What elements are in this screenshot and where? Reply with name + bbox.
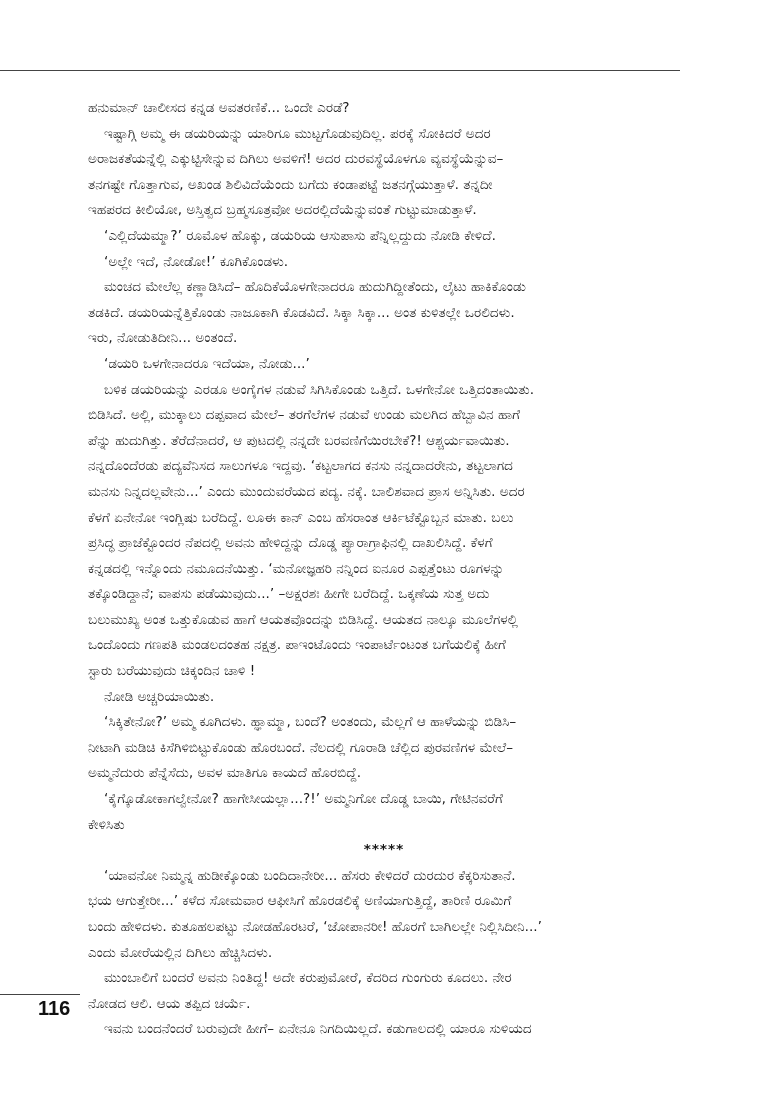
text-line: ಭಯ ಆಗುತ್ತೇರೀ...’ ಕಳೆದ ಸೋಮವಾರ ಆಫೀಸಿಗೆ ಹೊರಡಲಿಕ್ಕೆ ಅಣಿಯಾಗುತ್ತಿದ್ದೆ, ತಾರಿಣಿ ರೂಮಿಗೆ xyxy=(88,893,512,910)
text-line: ಬಿಡಿಸಿದೆ. ಅಲ್ಲಿ, ಮುಕ್ಕಾಲು ದಪ್ಪವಾದ ಮೇಲೆ– ತರಗೆಲೆಗಳ ನಡುವೆ ಉಂಡು ಮಲಗಿದ ಹೆಬ್ಬಾವಿನ ಹಾಗೆ xyxy=(88,407,521,424)
footer-rule xyxy=(0,994,80,995)
text-line: ನೀಟಾಗಿ ಮಡಿಚಿ ಕಿಸೆಗಿಳಿಬಿಟ್ಟುಕೊಂಡು ಹೊರಬಂದೆ. ನೆಲದಲ್ಲಿ ಗೂರಾಡಿ ಚೆಲ್ಲಿದ ಪುರವಣಿಗಳ ಮೇಲೆ– xyxy=(88,739,514,756)
text-line: ಬಂದು ಹೇಳಿದಳು. ಕುತೂಹಲಪಟ್ಟು ನೋಡಹೊರಟರೆ, ‘ಜೋಪಾನರೀ! ಹೊರಗೆ ಬಾಗಿಲಲ್ಲೇ ನಿಲ್ಲಿಸಿದೀನಿ...’ xyxy=(88,919,542,935)
text-line: ಕೆಳಗೆ ಏನೇನೋ ಇಂಗ್ಲಿಷು ಬರೆದಿದ್ದೆ. ಲೂಈ ಕಾನ್ ಎಂಬ ಹೆಸರಾಂತ ಆರ್ಕಿಟೆಕ್ಟೊಬ್ಬನ ಮಾತು. ಬಲು xyxy=(88,509,514,526)
text-line: ಇವನು ಬಂದನೆಂದರೆ ಬರುವುದೇ ಹೀಗೆ– ಏನೇನೂ ನಿಗದಿಯಿಲ್ಲದೆ. ಕಡುಗಾಲದಲ್ಲಿ ಯಾರೂ ಸುಳಿಯದ xyxy=(104,1021,532,1038)
text-line: ಅಮ್ಮನೆದುರು ಪೆನ್ನೆಸೆದು, ಅವಳ ಮಾತಿಗೂ ಕಾಯದೆ ಹೊರಬಿದ್ದೆ. xyxy=(88,765,362,782)
text-line: ತಕ್ಕೊಂಡಿದ್ದಾನೆ; ವಾಪಸು ಪಡೆಯುವುದು...’ –ಅಕ್ಷರಶಃ ಹೀಗೇ ಬರೆದಿದ್ದೆ. ಒಕ್ಕಣೆಯ ಸುತ್ತ ಅದು xyxy=(88,586,490,603)
text-line: ‘ಸಿಕ್ಕಿತೇನೋ?’ ಅಮ್ಮ ಕೂಗಿದಳು. ಹ್ಞಾಮ್ಮಾ, ಬಂದೆ? ಅಂತಂದು, ಮೆಲ್ಲಗೆ ಆ ಹಾಳೆಯನ್ನು ಬಿಡಿಸಿ– xyxy=(104,714,517,731)
text-line: ‘ಎಲ್ಲಿದೆಯಮ್ಮಾ?’ ರೂಮೊಳ ಹೊಕ್ಕು, ಡಯರಿಯ ಆಸುಪಾಸು ಪೆನ್ನಿಲ್ಲದ್ದುದು ನೋಡಿ ಕೇಳಿದೆ. xyxy=(104,227,496,244)
text-line: ‘ಯಾವನೋ ನಿಮ್ಮನ್ನ ಹುಡೀಕ್ಕೊಂಡು ಬಂದಿದಾನೇರೀ... ಹೆಸರು ಕೇಳಿದರೆ ದುರದುರ ಕೆಕ್ಕರಿಸುತಾನೆ. xyxy=(104,867,516,884)
text-line: ತನಗಷ್ಟೇ ಗೊತ್ತಾಗುವ, ಅಖಂಡ ಶಿಲಿವಿದೆಯೆಂದು ಬಗೆದು ಕಂಡಾಪಟ್ಟೆ ಜತನಗ್ಗೆಯುತ್ತಾಳೆ. ತನ್ನದೀ xyxy=(88,176,493,193)
section-separator: ***** xyxy=(363,842,405,859)
page-body xyxy=(88,96,680,1043)
text-line: ‘ಕೈಗ್ಕೊಡೋಕಾಗಲ್ವೇನೋ? ಹಾಗೇಸೀಯಲ್ಲಾ...?!’ ಅಮ್ಮನಿಗೋ ದೊಡ್ಡ ಬಾಯಿ, ಗೇಟಿನವರೆಗೆ xyxy=(104,791,503,808)
text-line: ತಡಕಿದೆ. ಡಯರಿಯನ್ನೆತ್ತಿಕೊಂಡು ನಾಜೂಕಾಗಿ ಕೊಡವಿದೆ. ಸಿಕ್ಕಾ ಸಿಕ್ಕಾ... ಅಂತ ಕುಳಿತಲ್ಲೇ ಒರಲಿದಳು. xyxy=(88,304,515,321)
text-line: ಇರು, ನೋಡುತಿದೀನಿ... ಅಂತಂದೆ. xyxy=(88,330,238,347)
text-line: ಒಂದೊಂದು ಗಣಪತಿ ಮಂಡಲದಂತಹ ನಕ್ಷತ್ರ. ಪಾಇಂಟೊಂದು ಇಂಪಾರ್ಟೆಂಟಂತ ಬಗೆಯಲಿಕ್ಕೆ ಹೀಗೆ xyxy=(88,637,506,654)
text-line: ಪೆನ್ನು ಹುದುಗಿತ್ತು. ತೆರೆದೆನಾದರೆ, ಆ ಪುಟದಲ್ಲಿ ನನ್ನದೇ ಬರವಣಿಗೆಯಿರಬೇಕೆ?! ಆಶ್ಚರ್ಯವಾಯಿತು. xyxy=(88,432,510,449)
text-line: ನೋಡದ ಆಲಿ. ಆಯ ತಪ್ಪಿದ ಚರ್ಯೆ. xyxy=(88,995,251,1012)
text-line: ಅರಾಜಕತೆಯನ್ನೆಲ್ಲಿ ಎಕ್ಕುಟ್ಟಿಸೇನ್ನುವ ದಿಗಿಲು ಅವಳಿಗೆ! ಅದರ ದುರವಸ್ಥೆಯೊಳಗೂ ವ್ಯವಸ್ಥೆಯೆನ್ನುವ– xyxy=(88,151,504,168)
text-line: ಪ್ರಸಿದ್ಧ ಪ್ರಾಜೆಕ್ಟೊಂದರ ನೆಪದಲ್ಲಿ ಅವನು ಹೇಳಿದ್ದನ್ನು ದೊಡ್ಡ ಪ್ಯಾರಾಗ್ರಾಫಿನಲ್ಲಿ ದಾಖಲಿಸಿದ್ದೆ. ಕೆಳಗೆ xyxy=(88,535,493,552)
text-line: ಕೇಳಿಸಿತು xyxy=(88,816,125,833)
text-line: ಬಲುಮುಖ್ಯ ಅಂತ ಒತ್ತುಕೊಡುವ ಹಾಗೆ ಆಯತವೊಂದನ್ನು ಬಿಡಿಸಿದ್ದೆ. ಆಯತದ ನಾಲ್ಕೂ ಮೂಲೆಗಳಲ್ಲಿ xyxy=(88,611,518,628)
text-line: ಇಹಪರದ ಕೀಲಿಯೋ, ಅಸ್ತಿತ್ವದ ಬ್ರಹ್ಮಸೂತ್ರವೋ ಅದರಲ್ಲಿದೆಯೆನ್ನುವಂತೆ ಗುಟ್ಟುಮಾಡುತ್ತಾಳೆ. xyxy=(88,202,477,219)
header-rule xyxy=(0,70,680,71)
text-line: ಮನಸು ನಿನ್ನದಲ್ಲವೇನು...’ ಎಂದು ಮುಂದುವರೆಯದ ಪದ್ಯ. ನಕ್ಕೆ. ಬಾಲಿಶವಾದ ಪ್ರಾಸ ಅನ್ನಿಸಿತು. ಅದರ xyxy=(88,483,525,500)
text-line: ಸ್ಟಾರು ಬರೆಯುವುದು ಚಿಕ್ಕಂದಿನ ಚಾಳಿ ! xyxy=(88,663,256,680)
text-line: ಕನ್ನಡದಲ್ಲಿ ಇನ್ನೊಂದು ನಮೂದನೆಯಿತ್ತು. ‘ಮನೋಜ್ಞಹರಿ ನನ್ನಿಂದ ಐನೂರ ಎಪ್ಪತ್ತೆಂಟು ರೂಗಳನ್ನು xyxy=(88,560,505,577)
text-line: ಮಂಚದ ಮೇಲೆಲ್ಲ ಕಣ್ಣಾಡಿಸಿದೆ– ಹೊದಿಕೆಯೊಳಗೇನಾದರೂ ಹುದುಗಿದ್ದೀತೆಂದು, ಲೈಟು ಹಾಕಿಕೊಂಡು xyxy=(104,279,526,296)
text-line: ಇಷ್ಟಾಗ್ಗಿ ಅಮ್ಮ ಈ ಡಯರಿಯನ್ನು ಯಾರಿಗೂ ಮುಟ್ಟಗೊಡುವುದಿಲ್ಲ. ಪರಕ್ಕೆ ಸೋಕಿದರೆ ಅದರ xyxy=(104,125,491,142)
text-line: ನನ್ನದೊಂದೆರಡು ಪದ್ಯವೆನಿಸದ ಸಾಲುಗಳೂ ಇದ್ದವು. ‘ಕಟ್ಟಲಾಗದ ಕನಸು ನನ್ನದಾದರೇನು, ತಟ್ಟಲಾಗದ xyxy=(88,458,513,475)
text-line: ಹನುಮಾನ್ ಚಾಲೀಸದ ಕನ್ನಡ ಅವತರಣಿಕೆ... ಒಂದೇ ಎರಡೆ? xyxy=(88,100,350,116)
text-line: ಬಳಿಕ ಡಯರಿಯನ್ನು ಎರಡೂ ಅಂಗೈಗಳ ನಡುವೆ ಸಿಗಿಸಿಕೊಂಡು ಒತ್ತಿದೆ. ಒಳಗೇನೋ ಒತ್ತಿದಂತಾಯಿತು. xyxy=(104,381,535,398)
text-line: ನೋಡಿ ಅಚ್ಚರಿಯಾಯಿತು. xyxy=(104,688,215,705)
text-line: ‘ಅಲ್ಲೇ ಇದೆ, ನೋಡೋ!’ ಕೂಗಿಕೊಂಡಳು. xyxy=(104,253,289,270)
text-line: ಮುಂಬಾಲಿಗೆ ಬಂದರೆ ಅವನು ನಿಂತಿದ್ದ! ಅದೇ ಕರುಪುಮೋರೆ, ಕೆದರಿದ ಗುಂಗುರು ಕೂದಲು. ನೇರ xyxy=(104,970,512,987)
page-number: 116 xyxy=(38,998,71,1020)
text-line: ‘ಡಯರಿ ಒಳಗೇನಾದರೂ ಇದೆಯಾ, ನೋಡು...’ xyxy=(104,355,310,372)
text-line: ಎಂದು ಮೋರೆಯಲ್ಲಿನ ದಿಗಿಲು ಹೆಚ್ಚಿಸಿದಳು. xyxy=(88,944,273,961)
